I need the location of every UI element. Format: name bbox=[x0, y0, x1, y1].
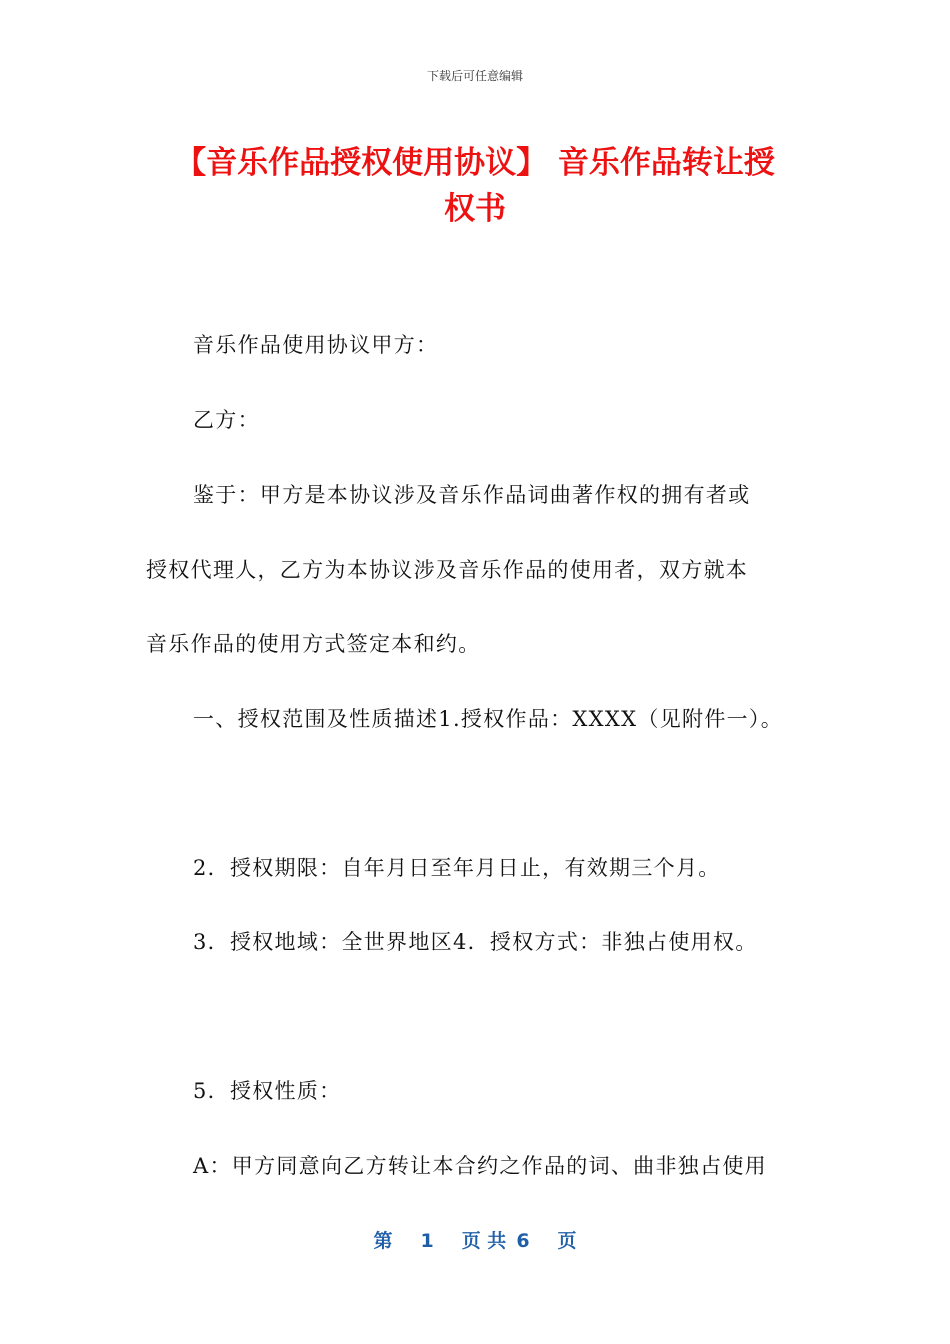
title-line-2: 权书 bbox=[444, 191, 506, 227]
document-title bbox=[150, 140, 800, 232]
whereas-line-2: 授权代理人，乙方为本协议涉及音乐作品的使用者，双方就本 bbox=[146, 558, 749, 582]
footer-ye-gong: 页 共 bbox=[461, 1230, 507, 1252]
header-note: 下载后可任意编辑 bbox=[426, 69, 523, 83]
clause-a: A：甲方同意向乙方转让本合约之作品的词、曲非独占使用 bbox=[193, 1154, 767, 1178]
section-2-term: 2．授权期限：自年月日至年月日止，有效期三个月。 bbox=[193, 856, 721, 880]
section-1-scope: 一、授权范围及性质描述1.授权作品：XXXX（见附件一）。 bbox=[193, 707, 784, 731]
footer-total-pages: 6 bbox=[516, 1230, 530, 1252]
footer-di: 第 bbox=[373, 1230, 393, 1252]
whereas-line-3: 音乐作品的使用方式签定本和约。 bbox=[146, 632, 481, 656]
whereas-line-1: 鉴于：甲方是本协议涉及音乐作品词曲著作权的拥有者或 bbox=[193, 483, 751, 507]
page-footer bbox=[0, 1226, 950, 1253]
party-b-line: 乙方： bbox=[193, 408, 260, 432]
party-a-line: 音乐作品使用协议甲方： bbox=[193, 333, 439, 357]
title-line-1: 【音乐作品授权使用协议】 音乐作品转让授 bbox=[175, 145, 775, 181]
section-5-nature: 5．授权性质： bbox=[193, 1079, 342, 1103]
footer-ye: 页 bbox=[557, 1230, 577, 1252]
section-3-territory: 3．授权地域：全世界地区4．授权方式：非独占使用权。 bbox=[193, 930, 758, 954]
footer-current-page: 1 bbox=[420, 1230, 434, 1252]
